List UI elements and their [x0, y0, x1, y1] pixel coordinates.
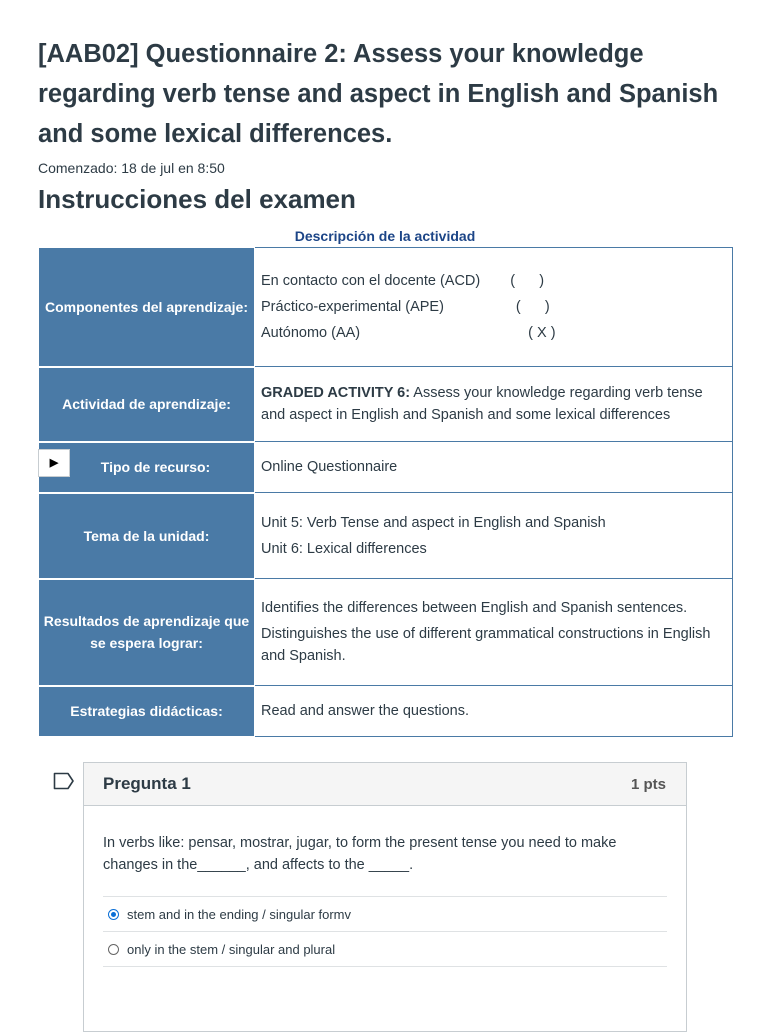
header-tipo	[39, 442, 255, 493]
cell-estrategias: Read and answer the questions.	[255, 686, 733, 737]
row-estrategias	[39, 686, 733, 737]
cell-tipo: Online Questionnaire	[255, 442, 733, 493]
header-actividad: Actividad de aprendizaje:	[39, 367, 255, 442]
header-resultados: Resultados de aprendizaje que se espera lograr:	[39, 579, 255, 686]
activity-description-table	[38, 247, 733, 738]
row-tipo	[39, 442, 733, 493]
tema-unit-5: Unit 5: Verb Tense and aspect in English and Spanish	[261, 514, 606, 531]
resultado-1: Identifies the differences between English and Spanish sentences.	[261, 600, 688, 616]
table-caption: Descripción de la actividad	[294, 228, 476, 244]
header-tema: Tema de la unidad:	[39, 493, 255, 579]
tema-unit-6: Unit 6: Lexical differences	[261, 540, 427, 557]
row-componentes	[39, 248, 733, 367]
started-timestamp: Comenzado: 18 de jul en 8:50	[38, 160, 225, 176]
radio-button-selected[interactable]	[108, 909, 119, 920]
row-resultados	[39, 579, 733, 686]
row-tema	[39, 493, 733, 579]
answer-option-2[interactable]	[103, 931, 667, 967]
cell-resultados	[255, 579, 733, 686]
row-actividad	[39, 367, 733, 442]
instructions-heading: Instrucciones del examen	[38, 184, 356, 214]
answer-list	[103, 896, 667, 967]
cell-tema	[255, 493, 733, 579]
radio-button[interactable]	[108, 944, 119, 955]
quiz-title: [AAB02] Questionnaire 2: Assess your knowledge regarding verb tense and aspect in English and Spanish and some lexical differences.	[38, 40, 719, 148]
cell-actividad: GRADED ACTIVITY 6: Assess your knowledge regarding verb tense and aspect in English and Spanish and some lexical differences	[255, 367, 733, 442]
component-acd: En contacto con el docente (ACD) ( )	[261, 273, 545, 289]
header-estrategias: Estrategias didácticas:	[39, 686, 255, 737]
cell-componentes	[255, 248, 733, 367]
question-1	[83, 762, 687, 1032]
answer-label: stem and in the ending / singular formv	[127, 906, 352, 922]
question-points: 1 pts	[630, 775, 666, 793]
header-tipo-label: Tipo de recurso:	[100, 459, 211, 475]
resultado-2: Distinguishes the use of different grammatical constructions in English and Spanish.	[261, 626, 711, 664]
component-aa: Autónomo (AA) ( X )	[261, 325, 556, 341]
answer-option-1[interactable]	[103, 896, 667, 931]
question-text: In verbs like: pensar, mostrar, jugar, to form the present tense you need to make changes in the______, and affects to the _____.	[103, 835, 617, 873]
answer-label: only in the stem / singular and plural	[127, 941, 336, 957]
question-title: Pregunta 1	[103, 774, 191, 793]
component-ape: Práctico-experimental (APE) ( )	[261, 299, 550, 315]
question-header	[84, 763, 686, 806]
header-componentes: Componentes del aprendizaje:	[39, 248, 255, 367]
play-icon[interactable]: ▶	[38, 449, 70, 477]
flag-question-icon[interactable]	[53, 772, 75, 790]
